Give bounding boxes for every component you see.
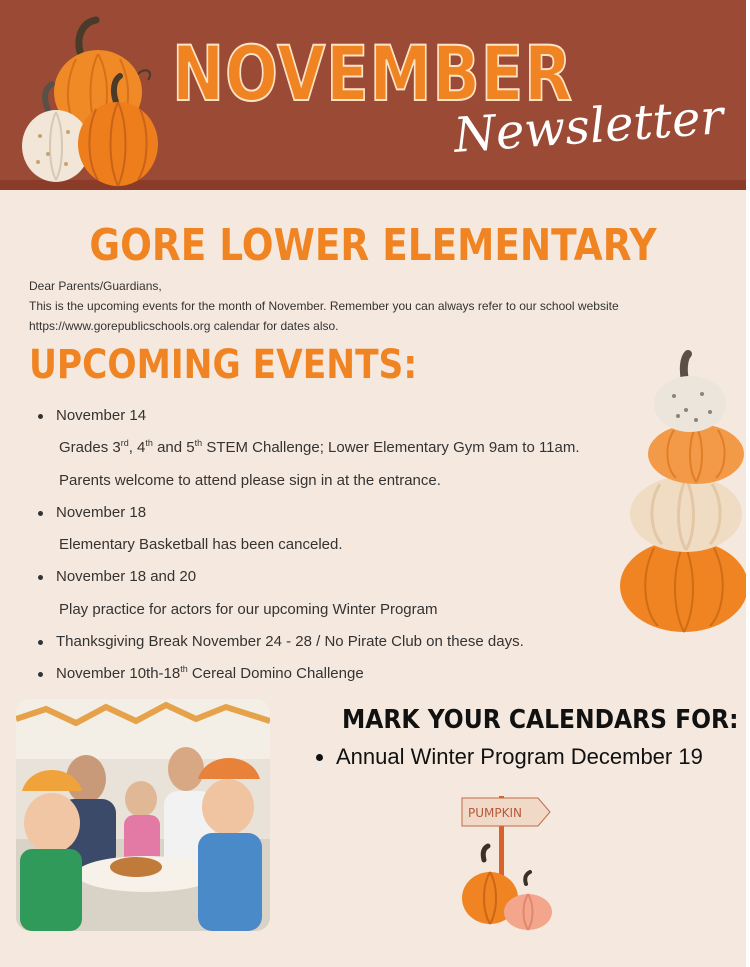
event-item [38,561,618,593]
newsletter-subtitle: Newsletter [452,89,726,164]
event-text: November 10th-18th Cereal Domino Challenge [56,664,364,683]
event-date: November 18 and 20 [56,568,197,586]
bullet-icon [38,640,43,645]
kids-photo [16,699,270,931]
letter-line: https://www.gorepublicschools.org calendar for dates also. [29,319,339,333]
letter-line: This is the upcoming events for the month of November. Remember you can always refer to our school website [29,299,619,313]
event-item [38,658,618,690]
events-heading: UPCOMING EVENTS: [29,342,418,388]
calendar-heading: MARK YOUR CALENDARS FOR: [342,705,739,735]
event-detail [38,465,618,497]
event-item [38,400,618,432]
calendar-item-text: Annual Winter Program December 19 [336,744,703,769]
bullet-icon [38,575,43,580]
event-list [38,400,618,691]
event-detail-text: Play practice for actors for our upcoming Winter Program [59,600,438,618]
bullet-icon [38,414,43,419]
sign-text: PUMPKIN [468,806,522,820]
bullet-icon [316,754,323,761]
event-detail-text: Elementary Basketball has been canceled. [59,536,343,554]
letter-greeting: Dear Parents/Guardians, [29,279,162,293]
event-detail [38,594,618,626]
intro-letter [29,276,699,336]
event-detail-text: Grades 3rd, 4th and 5th STEM Challenge; Lower Elementary Gym 9am to 11am. [59,438,580,457]
newsletter-title: NOVEMBER [172,29,573,118]
pumpkin-sign-illustration [458,790,558,935]
event-detail [38,529,618,561]
school-name: GORE LOWER ELEMENTARY [89,220,657,271]
event-text: Thanksgiving Break November 24 - 28 / No Pirate Club on these days. [56,633,524,651]
header-pumpkins-illustration [18,14,168,190]
stacked-pumpkins-illustration [616,350,746,640]
event-detail-text: Parents welcome to attend please sign in at the entrance. [59,471,441,489]
bullet-icon [38,672,43,677]
event-item [38,497,618,529]
bullet-icon [38,511,43,516]
event-date: November 14 [56,407,147,424]
event-detail [38,432,618,464]
event-item [38,626,618,658]
event-date: November 18 [56,503,147,521]
